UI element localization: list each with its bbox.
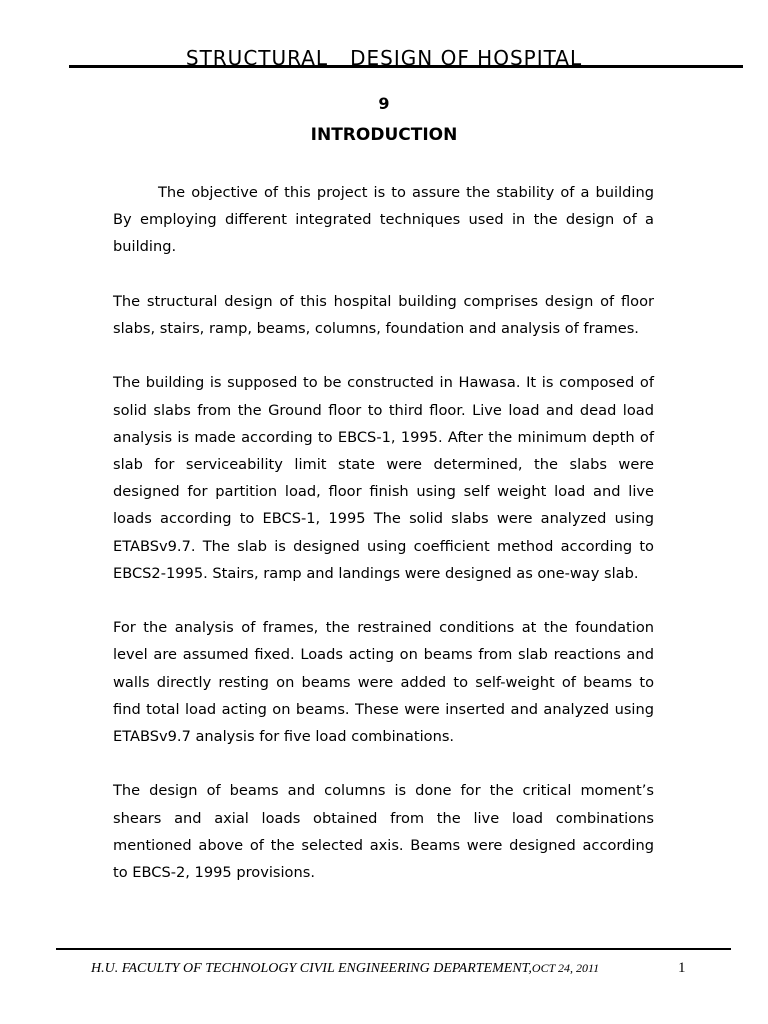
footer-divider xyxy=(56,948,731,950)
chapter-title: INTRODUCTION xyxy=(310,125,458,145)
paragraph-frame-analysis: For the analysis of frames, the restrained conditions at the foundation level are assumed fixed. Loads acting on beams from slab reactions and walls directly resting on beams were added to self-weight of beams to find total load acting on beams. These were inserted and analyzed using ETABSv9.7 analysis for five load combinations. xyxy=(113,619,654,746)
footer-date: OCT 24, 2011 xyxy=(531,961,600,975)
page-footer xyxy=(91,959,599,978)
footer-institution: H.U. FACULTY OF TECHNOLOGY CIVIL ENGINEERING DEPARTEMENT, xyxy=(91,961,532,976)
chapter-number: 9 xyxy=(378,94,390,113)
paragraph-objective: The objective of this project is to assure the stability of a building By employing different integrated techniques used in the design of a building. xyxy=(113,184,654,256)
footer-page-number: 1 xyxy=(678,960,686,976)
paragraph-building-description: The building is supposed to be constructed in Hawasa. It is composed of solid slabs from the Ground floor to third floor. Live load and dead load analysis is made according to EBCS-1, 1995. After the minimum depth of slab for serviceability limit state were determined, the slabs were designed for partition load, floor finish using self weight load and live loads according to EBCS-1, 1995 The solid slabs were analyzed using ETABSv9.7. The slab is designed using coefficient method according to EBCS2-1995. Stairs, ramp and landings were designed as one-way slab. xyxy=(113,374,654,582)
paragraph-scope: The structural design of this hospital building comprises design of floor slabs, stairs, ramp, beams, columns, foundation and analysis of frames. xyxy=(113,292,654,337)
page-header-title: STRUCTURAL DESIGN OF HOSPITAL xyxy=(185,46,583,70)
header-divider xyxy=(69,65,743,68)
paragraph-beam-column-design: The design of beams and columns is done for the critical moment’s shears and axial loads obtained from the live load combinations mentioned above of the selected axis. Beams were designed according to EBCS-2, 1995 provisions. xyxy=(113,782,654,882)
document-body xyxy=(113,179,654,913)
